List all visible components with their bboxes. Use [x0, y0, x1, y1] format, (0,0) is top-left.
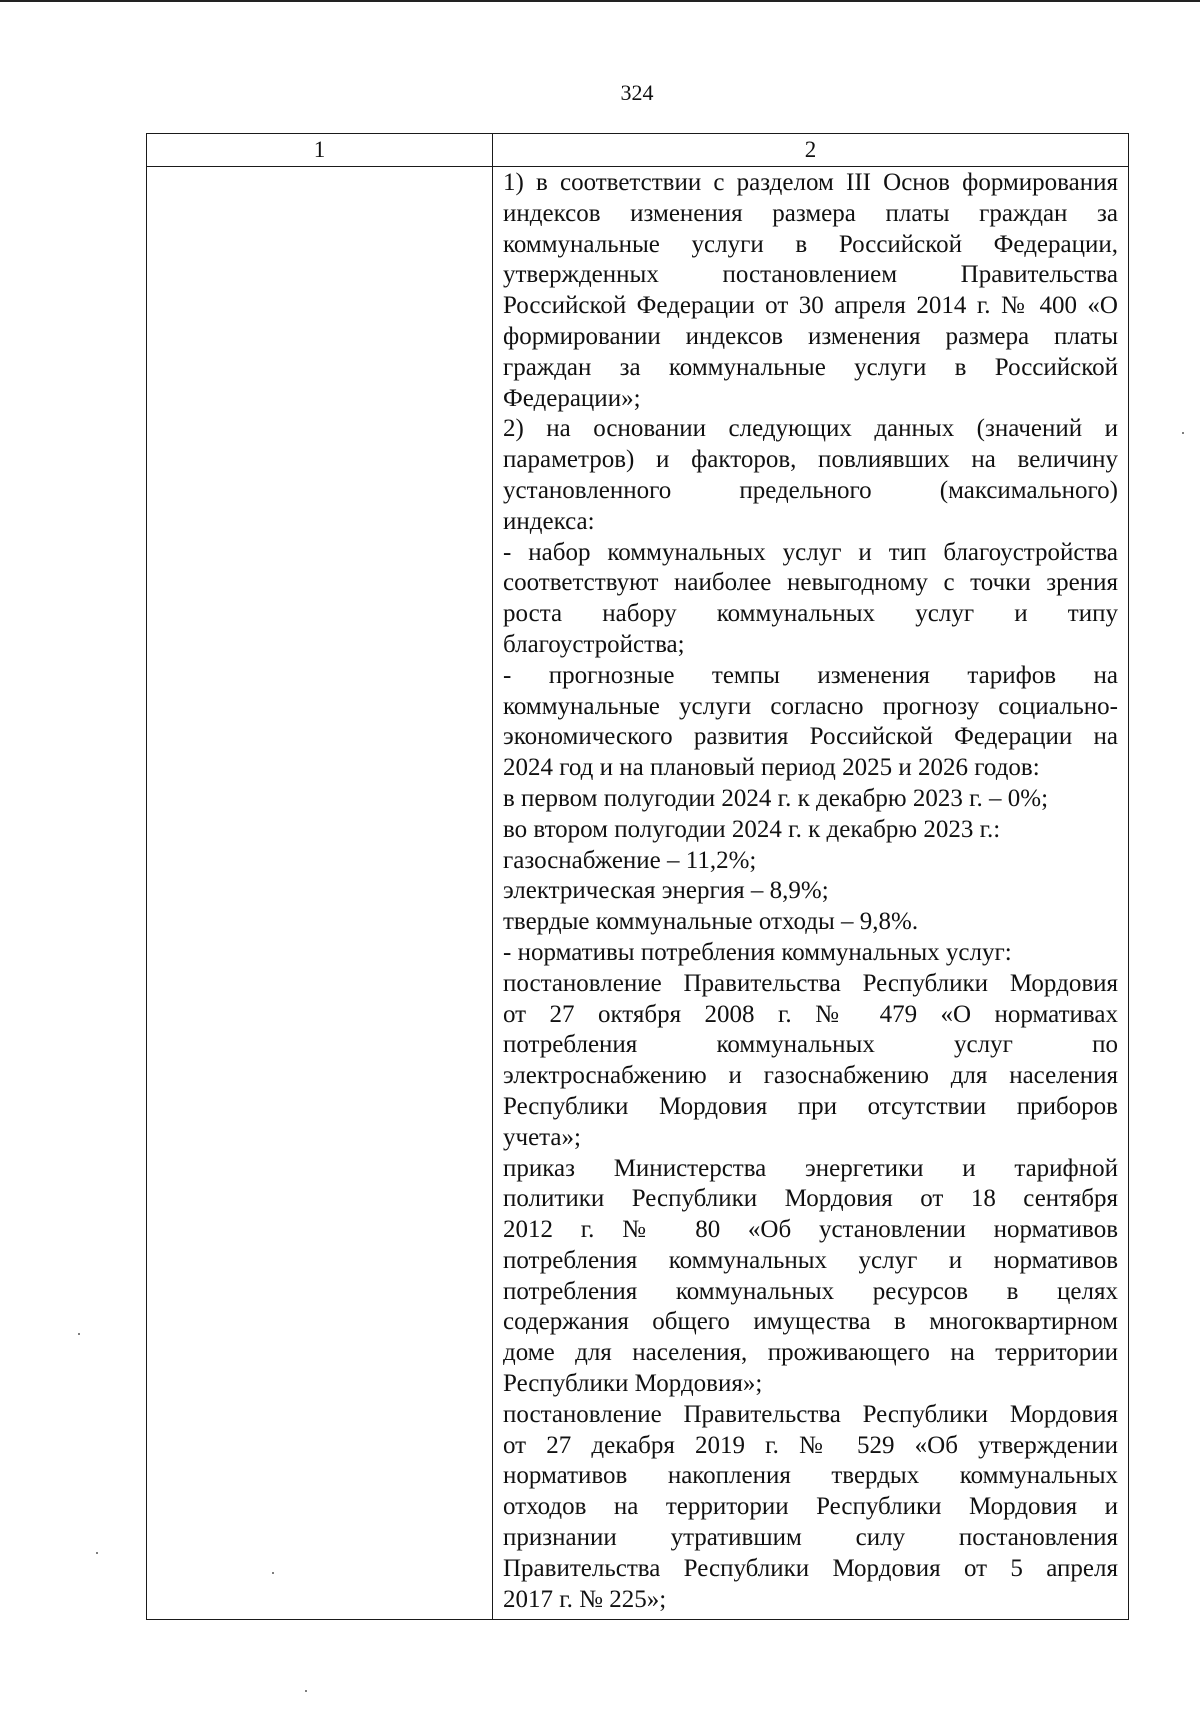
scan-top-edge-line [0, 0, 1200, 2]
text-line: утвержденных постановлением Правительства [503, 261, 1118, 289]
text-line: содержания общего имущества в многоквартирном [503, 1308, 1118, 1336]
text-line: - прогнозные темпы изменения тарифов на [503, 661, 1118, 689]
text-line: роста набору коммунальных услуг и типу [503, 600, 1118, 628]
text-line: признании утратившим силу постановления [503, 1524, 1118, 1552]
scan-speck [305, 1690, 307, 1692]
text-line: приказ Министерства энергетики и тарифной [503, 1154, 1118, 1182]
table-row [147, 167, 1129, 1620]
table-header-row [147, 134, 1129, 167]
text-line: коммунальные услуги согласно прогнозу социально- [503, 692, 1118, 720]
text-line: благоустройства; [503, 630, 685, 658]
text-line: Республики Мордовия»; [503, 1370, 763, 1398]
text-line: в первом полугодии 2024 г. к декабрю 2023 г. – 0%; [503, 784, 1049, 812]
text-line: 2) на основании следующих данных (значений и [503, 415, 1118, 443]
text-line: потребления коммунальных ресурсов в целях [503, 1277, 1118, 1305]
scan-speck [78, 1333, 80, 1335]
table-header-column-2: 2 [493, 134, 1129, 167]
text-line: нормативов накопления твердых коммунальных [503, 1462, 1118, 1490]
scan-speck [96, 1552, 98, 1554]
text-line: отходов на территории Республики Мордовия и [503, 1493, 1118, 1521]
text-line: от 27 декабря 2019 г. № 529 «Об утверждении [503, 1431, 1118, 1459]
text-line: установленного предельного (максимального) [503, 476, 1118, 504]
text-line: коммунальные услуги в Российской Федерации, [503, 230, 1118, 258]
text-line: газоснабжение – 11,2%; [503, 846, 757, 874]
text-line: политики Республики Мордовия от 18 сентября [503, 1185, 1118, 1213]
text-line: соответствуют наиболее невыгодному с точки зрения [503, 569, 1118, 597]
text-line: электроснабжению и газоснабжению для населения [503, 1062, 1118, 1090]
text-line: индексов изменения размера платы граждан за [503, 199, 1118, 227]
text-line: во втором полугодии 2024 г. к декабрю 2023 г.: [503, 815, 1001, 843]
text-line: доме для населения, проживающего на территории [503, 1339, 1118, 1367]
text-line: 1) в соответствии с разделом III Основ формирования [503, 169, 1118, 196]
text-line: экономического развития Российской Федерации на [503, 723, 1118, 751]
table-header-column-1: 1 [147, 134, 493, 167]
scan-speck [272, 1572, 274, 1574]
page-number: 324 [620, 80, 654, 105]
text-line: потребления коммунальных услуг и нормативов [503, 1246, 1118, 1274]
text-line: параметров) и факторов, повлиявших на величину [503, 446, 1118, 474]
text-line: постановление Правительства Республики Мордовия [503, 1400, 1118, 1428]
text-line: - набор коммунальных услуг и тип благоустройства [503, 538, 1118, 566]
text-line: Федерации»; [503, 384, 641, 412]
text-line: граждан за коммунальные услуги в Российской [503, 353, 1118, 381]
text-line: Российской Федерации от 30 апреля 2014 г. № 400 «О [503, 292, 1118, 320]
table-cell-column-1 [147, 167, 493, 1620]
text-line: Республики Мордовия при отсутствии приборов [503, 1092, 1118, 1120]
text-line: электрическая энергия – 8,9%; [503, 877, 829, 905]
text-line: Правительства Республики Мордовия от 5 апреля [503, 1554, 1118, 1582]
document-table [146, 133, 1129, 1620]
text-line: от 27 октября 2008 г. № 479 «О нормативах [503, 1000, 1118, 1028]
text-line: 2024 год и на плановый период 2025 и 2026 годов: [503, 754, 1040, 782]
text-line: 2017 г. № 225»; [503, 1585, 667, 1613]
text-line: формировании индексов изменения размера платы [503, 322, 1118, 350]
text-line: 2012 г. № 80 «Об установлении нормативов [503, 1216, 1118, 1244]
text-line: твердые коммунальные отходы – 9,8%. [503, 908, 919, 936]
text-line: потребления коммунальных услуг по [503, 1031, 1118, 1059]
scan-speck [1182, 432, 1184, 434]
text-line: индекса: [503, 507, 595, 535]
text-line: постановление Правительства Республики Мордовия [503, 969, 1118, 997]
text-line: - нормативы потребления коммунальных услуг: [503, 938, 1012, 966]
table-cell-column-2 [493, 167, 1129, 1620]
text-line: учета»; [503, 1123, 581, 1151]
column-2-text-block [503, 168, 1118, 1615]
